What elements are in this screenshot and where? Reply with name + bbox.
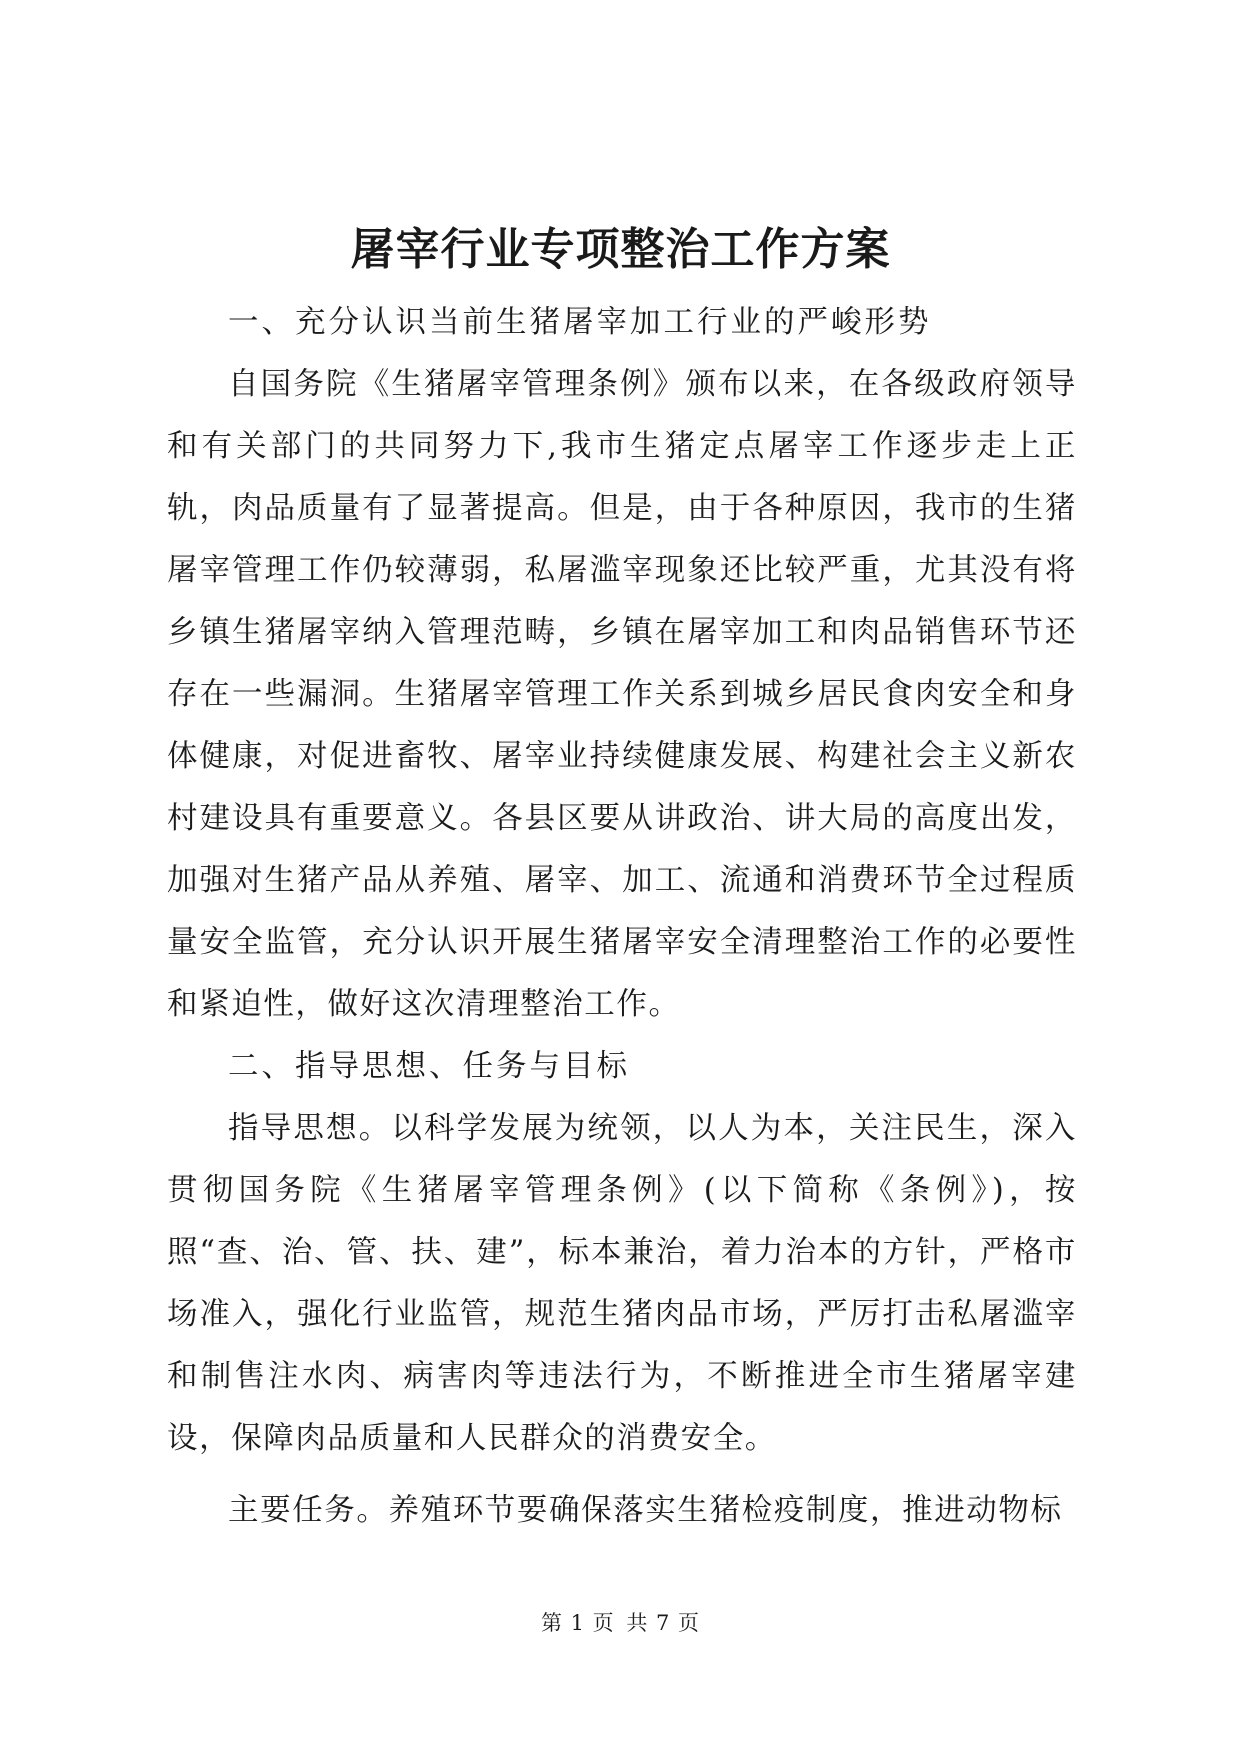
- document-title: 屠宰行业专项整治工作方案: [350, 224, 891, 275]
- page-footer: [0, 1608, 1241, 1638]
- body-paragraph-2: 指导思想。以科学发展为统领，以人为本，关注民生，深入贯彻国务院《生猪屠宰管理条例》(以下简称《条例》)，按照“查、治、管、扶、建”，标本兼治，着力治本的方针，严格市场准入，强化行业监管，规范生猪肉品市场，严厉打击私屠滥宰和制售注水肉、病害肉等违法行为，不断推进全市生猪屠宰建设，保障肉品质量和人民群众的消费安全。: [167, 1111, 1077, 1456]
- page-total: 共 7 页: [626, 1611, 701, 1635]
- document-body: [167, 292, 1077, 1542]
- body-paragraph-1: 自国务院《生猪屠宰管理条例》颁布以来，在各级政府领导和有关部门的共同努力下,我市生猪定点屠宰工作逐步走上正轨，肉品质量有了显著提高。但是，由于各种原因，我市的生猪屠宰管理工作仍较薄弱，私屠滥宰现象还比较严重，尤其没有将乡镇生猪屠宰纳入管理范畴，乡镇在屠宰加工和肉品销售环节还存在一些漏洞。生猪屠宰管理工作关系到城乡居民食肉安全和身体健康，对促进畜牧、屠宰业持续健康发展、构建社会主义新农村建设具有重要意义。各县区要从讲政治、讲大局的高度出发，加强对生猪产品从养殖、屠宰、加工、流通和消费环节全过程质量安全监管，充分认识开展生猪屠宰安全清理整治工作的必要性和紧迫性，做好这次清理整治工作。: [167, 367, 1077, 1022]
- section-heading-2: 二、指导思想、任务与目标: [228, 1049, 630, 1084]
- section-heading-1: 一、充分认识当前生猪屠宰加工行业的严峻形势: [228, 305, 932, 340]
- body-paragraph-3: 主要任务。养殖环节要确保落实生猪检疫制度，推进动物标: [228, 1493, 1063, 1528]
- page-number: 第 1 页: [540, 1611, 615, 1635]
